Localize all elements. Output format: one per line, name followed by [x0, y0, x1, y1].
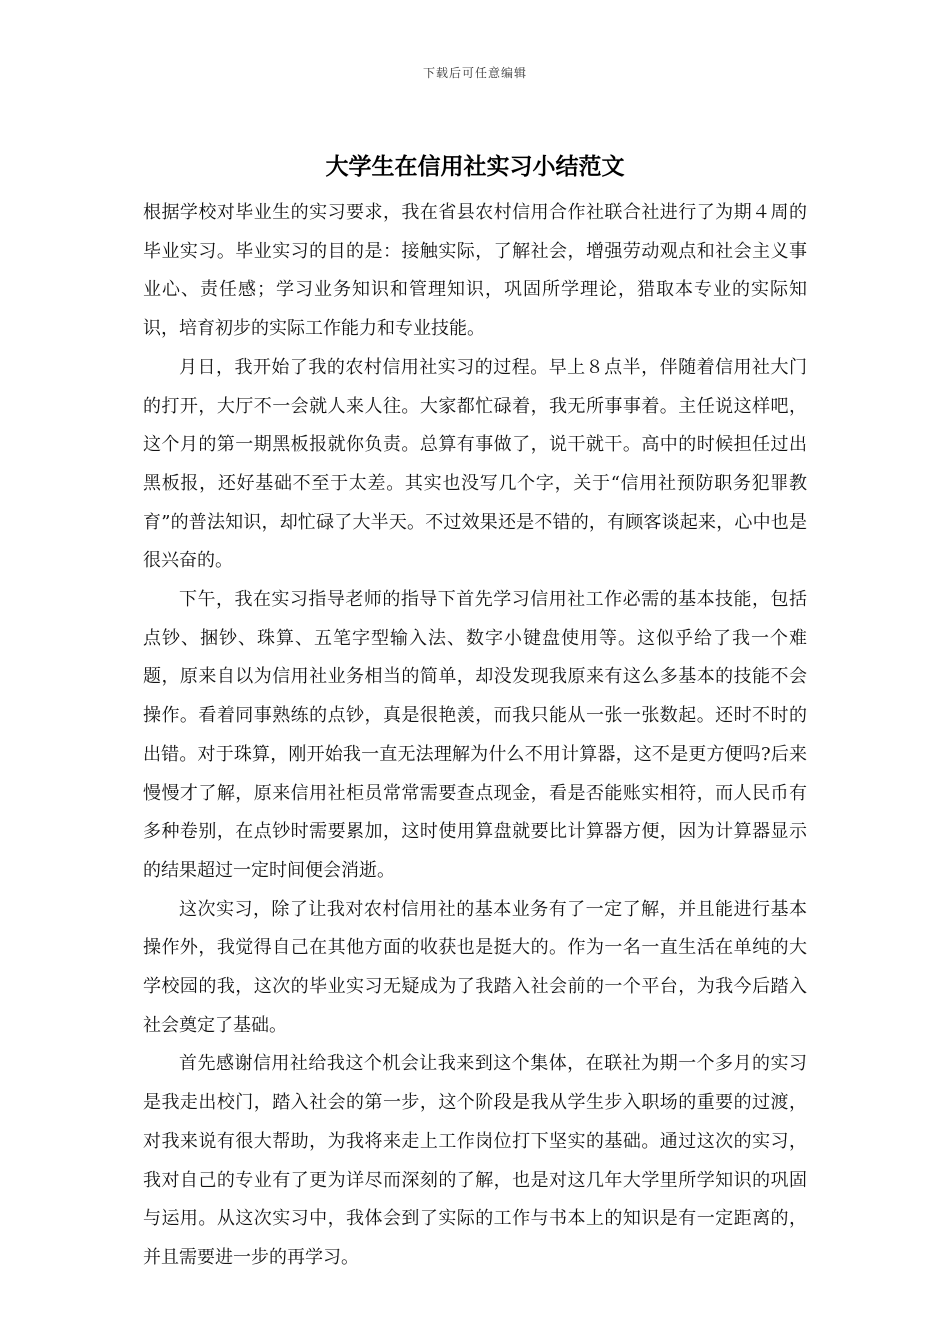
paragraph-4: 这次实习，除了让我对农村信用社的基本业务有了一定了解，并且能进行基本操作外，我觉得自己在其他方面的收获也是挺大的。作为一名一直生活在单纯的大学校园的我，这次的毕业实习无疑成为了我踏入社会前的一个平台，为我今后踏入社会奠定了基础。	[143, 898, 807, 1036]
paragraph-3: 下午，我在实习指导老师的指导下首先学习信用社工作必需的基本技能，包括点钞、捆钞、珠算、五笔字型输入法、数字小键盘使用等。这似乎给了我一个难题，原来自以为信用社业务相当的简单，却没发现我原来有这么多基本的技能不会操作。看着同事熟练的点钞，真是很艳羡，而我只能从一张一张数起。还时不时的出错。对于珠算，刚开始我一直无法理解为什么不用计算器，这不是更方便吗?后来慢慢才了解，原来信用社柜员常常需要查点现金，看是否能账实相符，而人民币有多种卷别，在点钞时需要累加，这时使用算盘就要比计算器方便，因为计算器显示的结果超过一定时间便会消逝。	[143, 589, 807, 881]
paragraph-1: 根据学校对毕业生的实习要求，我在省县农村信用合作社联合社进行了为期４周的毕业实习。毕业实习的目的是：接触实际，了解社会，增强劳动观点和社会主义事业心、责任感；学习业务知识和管理知识，巩固所学理论，猎取本专业的实际知识，培育初步的实际工作能力和专业技能。	[143, 202, 807, 340]
document-title: 大学生在信用社实习小结范文	[325, 154, 625, 180]
header-note: 下载后可任意编辑	[422, 66, 527, 80]
document-body	[143, 194, 807, 1278]
paragraph-5: 首先感谢信用社给我这个机会让我来到这个集体，在联社为期一个多月的实习是我走出校门，踏入社会的第一步，这个阶段是我从学生步入职场的重要的过渡，对我来说有很大帮助，为我将来走上工作岗位打下坚实的基础。通过这次的实习，我对自己的专业有了更为详尽而深刻的了解，也是对这几年大学里所学知识的巩固与运用。从这次实习中，我体会到了实际的工作与书本上的知识是有一定距离的，并且需要进一步的再学习。	[143, 1053, 807, 1268]
paragraph-2: 月日，我开始了我的农村信用社实习的过程。早上８点半，伴随着信用社大门的打开，大厅不一会就人来人往。大家都忙碌着，我无所事事着。主任说这样吧，这个月的第一期黑板报就你负责。总算有事做了，说干就干。高中的时候担任过出黑板报，还好基础不至于太差。其实也没写几个字，关于“信用社预防职务犯罪教育”的普法知识，却忙碌了大半天。不过效果还是不错的，有顾客谈起来，心中也是很兴奋的。	[143, 356, 807, 572]
